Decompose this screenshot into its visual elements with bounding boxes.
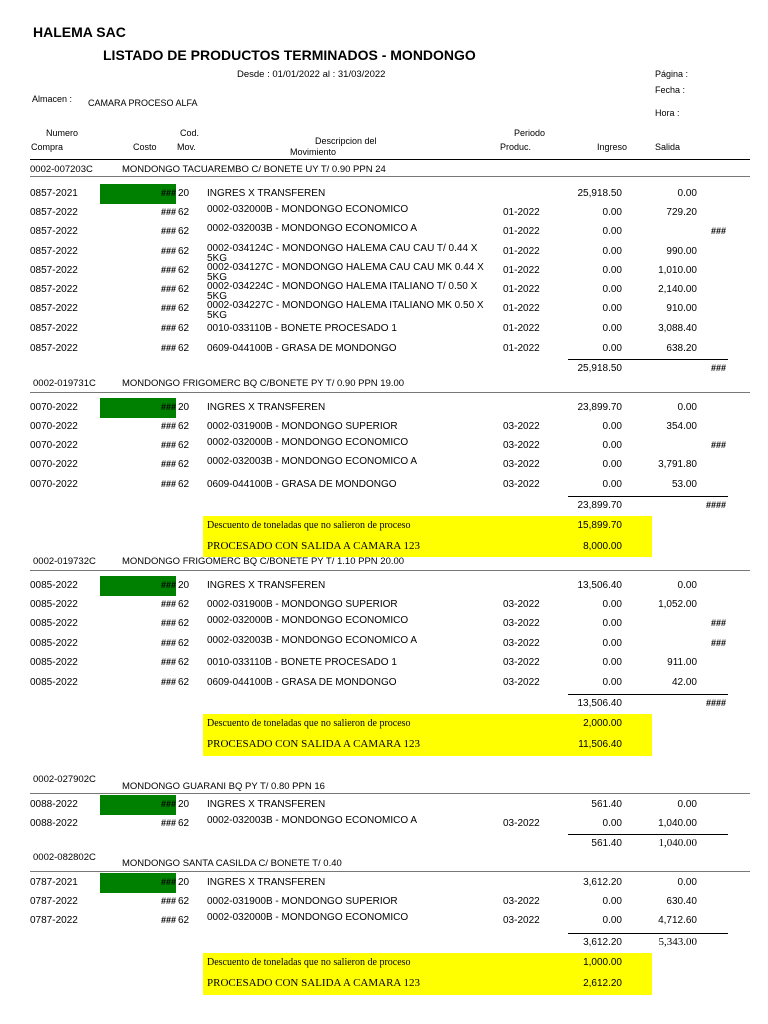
total-rule [568, 933, 728, 934]
descuento-value: 2,000.00 [583, 718, 622, 729]
col-header-cod: Cod. [180, 128, 200, 138]
total-ingreso: 23,899.70 [577, 500, 622, 511]
col-header-numero: Numero [46, 128, 79, 138]
hora-label: Hora : [655, 108, 680, 118]
total-rule [568, 359, 728, 360]
total-ingreso: 13,506.40 [577, 698, 622, 709]
procesado-label: PROCESADO CON SALIDA A CAMARA 123 [207, 977, 421, 989]
procesado-value: 8,000.00 [583, 541, 622, 552]
descuento-label: Descuento de toneladas que no salieron de proceso [207, 957, 411, 968]
total-rule [568, 694, 728, 695]
almacen-value: CAMARA PROCESO ALFA [88, 98, 198, 108]
table-row: 0088-2022 ### 20 INGRES X TRANSFEREN 561.40 0.00 [30, 799, 697, 810]
section-code: 0002-027902C [33, 774, 96, 785]
total-ingreso: 3,612.20 [583, 937, 622, 948]
section-product: MONDONGO FRIGOMERC BQ C/BONETE PY T/ 0.90 PPN 19.00 [122, 378, 405, 389]
section-rule [30, 176, 750, 177]
table-row: 0857-2021 ### 20 INGRES X TRANSFEREN 25,918.50 0.00 [30, 188, 697, 199]
section-code: 0002-019732C [33, 556, 96, 567]
total-hash: ### [710, 363, 726, 373]
total-rule [568, 496, 728, 497]
table-row: 0070-2022 ### 20 INGRES X TRANSFEREN 23,899.70 0.00 [30, 402, 697, 413]
table-row: 0857-2022 ### 62 0002-032003B - MONDONGO ECONOMICO A 01-2022 0.00 ### [30, 223, 726, 237]
table-row: 0085-2022 ### 62 0002-031900B - MONDONGO SUPERIOR 03-2022 0.00 1,052.00 [30, 599, 697, 610]
section-code: 0002-007203C [30, 164, 93, 175]
header-rule [30, 159, 750, 160]
procesado-label: PROCESADO CON SALIDA A CAMARA 123 [207, 738, 421, 750]
section-rule [30, 793, 750, 794]
descuento-label: Descuento de toneladas que no salieron de proceso [207, 520, 411, 531]
table-row: 0857-2022 ### 62 0002-034127C - MONDONGO HALEMA CAU CAU MK 0.44 X 5KG 01-2022 0.00 1,010.00 [30, 262, 697, 283]
table-row: 0857-2022 ### 62 0010-033110B - BONETE PROCESADO 1 01-2022 0.00 3,088.40 [30, 323, 697, 334]
col-header-desc2: Movimiento [290, 147, 337, 157]
col-header-produc: Produc. [500, 142, 532, 152]
section-product: MONDONGO GUARANI BQ PY T/ 0.80 PPN 16 [122, 781, 325, 792]
col-header-salida: Salida [655, 142, 681, 152]
pagina-label: Página : [655, 69, 689, 79]
total-ingreso: 561.40 [591, 838, 622, 849]
date-range: Desde : 01/01/2022 al : 31/03/2022 [237, 69, 386, 80]
table-row: 0070-2022 ### 62 0609-044100B - GRASA DE MONDONGO 03-2022 0.00 53.00 [30, 479, 697, 490]
procesado-value: 11,506.40 [578, 739, 622, 750]
report-title: LISTADO DE PRODUCTOS TERMINADOS - MONDONGO [103, 47, 476, 63]
total-salida: 5,343.00 [658, 936, 697, 948]
table-row: 0070-2022 ### 62 0002-031900B - MONDONGO SUPERIOR 03-2022 0.00 354.00 [30, 421, 697, 432]
table-row: 0085-2022 ### 20 INGRES X TRANSFEREN 13,506.40 0.00 [30, 580, 697, 591]
table-row: 0857-2022 ### 62 0002-034227C - MONDONGO HALEMA ITALIANO MK 0.50 X 5KG 01-2022 0.00 910.00 [30, 300, 697, 321]
descuento-value: 15,899.70 [577, 520, 622, 531]
table-row: 0787-2022 ### 62 0002-032000B - MONDONGO ECONOMICO 03-2022 0.00 4,712.60 [30, 912, 697, 926]
section-product: MONDONGO TACUAREMBO C/ BONETE UY T/ 0.90 PPN 24 [122, 164, 386, 175]
section-rule [30, 570, 750, 571]
company-name: HALEMA SAC [33, 24, 126, 40]
table-row: 0070-2022 ### 62 0002-032003B - MONDONGO ECONOMICO A 03-2022 0.00 3,791.80 [30, 456, 697, 470]
section-product: MONDONGO SANTA CASILDA C/ BONETE T/ 0.40 [122, 858, 342, 869]
procesado-label: PROCESADO CON SALIDA A CAMARA 123 [207, 540, 421, 552]
table-row: 0085-2022 ### 62 0010-033110B - BONETE PROCESADO 1 03-2022 0.00 911.00 [30, 657, 697, 668]
table-row: 0088-2022 ### 62 0002-032003B - MONDONGO ECONOMICO A 03-2022 0.00 1,040.00 [30, 815, 697, 829]
col-header-compra: Compra [31, 142, 64, 152]
section-code: 0002-082802C [33, 852, 96, 863]
col-header-periodo: Periodo [514, 128, 546, 138]
total-rule [568, 834, 728, 835]
table-row: 0787-2022 ### 62 0002-031900B - MONDONGO SUPERIOR 03-2022 0.00 630.40 [30, 896, 697, 907]
descuento-label: Descuento de toneladas que no salieron de proceso [207, 718, 411, 729]
table-row: 0085-2022 ### 62 0609-044100B - GRASA DE MONDONGO 03-2022 0.00 42.00 [30, 677, 697, 688]
col-header-ingreso: Ingreso [597, 142, 628, 152]
descuento-value: 1,000.00 [583, 957, 622, 968]
table-row: 0085-2022 ### 62 0002-032000B - MONDONGO ECONOMICO 03-2022 0.00 ### [30, 615, 726, 629]
total-salida: 1,040.00 [658, 837, 697, 849]
table-row: 0787-2021 ### 20 INGRES X TRANSFEREN 3,612.20 0.00 [30, 877, 697, 888]
almacen-label: Almacen : [32, 94, 73, 104]
fecha-label: Fecha : [655, 85, 686, 95]
total-hash: #### [705, 500, 726, 510]
total-hash: #### [705, 698, 726, 708]
section-rule [30, 871, 750, 872]
procesado-value: 2,612.20 [583, 978, 622, 989]
col-header-mov: Mov. [177, 142, 196, 152]
table-row: 0857-2022 ### 62 0002-034224C - MONDONGO HALEMA ITALIANO T/ 0.50 X 5KG 01-2022 0.00 2,140.00 [30, 281, 697, 302]
table-row: 0070-2022 ### 62 0002-032000B - MONDONGO ECONOMICO 03-2022 0.00 ### [30, 437, 726, 451]
table-row: 0085-2022 ### 62 0002-032003B - MONDONGO ECONOMICO A 03-2022 0.00 ### [30, 635, 726, 649]
col-header-desc1: Descripcion del [315, 136, 377, 146]
table-row: 0857-2022 ### 62 0002-034124C - MONDONGO HALEMA CAU CAU T/ 0.44 X 5KG 01-2022 0.00 990.00 [30, 243, 697, 264]
table-row: 0857-2022 ### 62 0002-032000B - MONDONGO ECONOMICO 01-2022 0.00 729.20 [30, 204, 697, 218]
section-code: 0002-019731C [33, 378, 96, 389]
section-product: MONDONGO FRIGOMERC BQ C/BONETE PY T/ 1.10 PPN 20.00 [122, 556, 405, 567]
col-header-costo: Costo [133, 142, 157, 152]
total-ingreso: 25,918.50 [577, 363, 622, 374]
table-row: 0857-2022 ### 62 0609-044100B - GRASA DE MONDONGO 01-2022 0.00 638.20 [30, 343, 697, 354]
section-rule [30, 392, 750, 393]
